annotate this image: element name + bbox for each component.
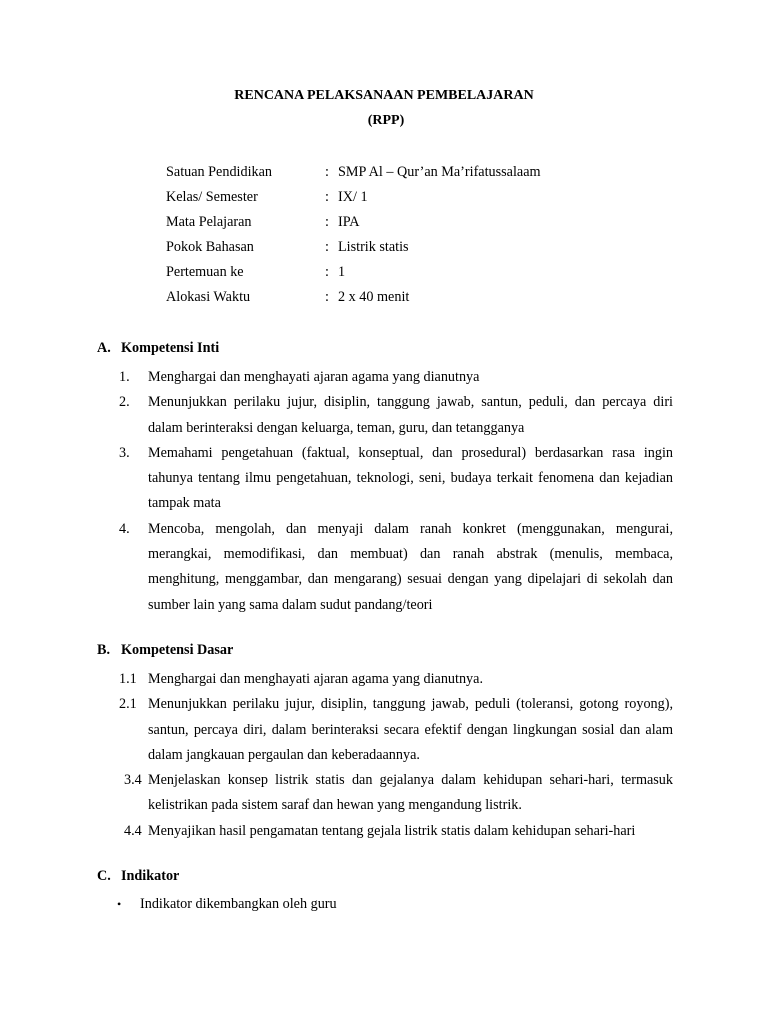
- list-item: [97, 819, 673, 844]
- section-title: Kompetensi Dasar: [121, 642, 234, 658]
- identity-value: SMP Al – Qur’an Ma’rifatussalaam: [338, 164, 541, 180]
- section-kompetensi-inti: [97, 340, 673, 618]
- section-heading: [97, 642, 673, 662]
- list-item: [97, 365, 673, 390]
- item-number: 2.1: [119, 696, 137, 713]
- identity-label: Mata Pelajaran: [166, 214, 252, 230]
- section-title: Indikator: [121, 868, 180, 884]
- item-text: Menunjukkan perilaku jujur, disiplin, tanggung jawab, peduli (toleransi, gotong royong), santun, percaya diri, dalam berinteraksi secara efektif dengan lingkungan sosial dan alam dalam jangkauan pergaulan dan keberadaannya.: [148, 696, 673, 763]
- identity-colon: :: [325, 189, 329, 205]
- list-item: [97, 894, 337, 914]
- identity-colon: :: [325, 214, 329, 230]
- section-title: Kompetensi Inti: [121, 340, 220, 356]
- competency-list: [97, 365, 673, 618]
- item-number: 3.4: [124, 772, 142, 789]
- section-letter: B.: [97, 642, 111, 658]
- item-number: 4.4: [124, 822, 142, 839]
- identity-value: Listrik statis: [338, 239, 409, 255]
- section-indikator: [97, 868, 337, 914]
- list-item: [97, 517, 673, 618]
- identity-label: Pokok Bahasan: [166, 239, 254, 255]
- list-item: [97, 692, 673, 768]
- item-text: Menghargai dan menghayati ajaran agama yang dianutnya.: [148, 671, 483, 687]
- list-item: [97, 667, 673, 692]
- section-letter: C.: [97, 868, 111, 884]
- item-number: 4.: [119, 520, 130, 537]
- section-kompetensi-dasar: [97, 642, 673, 844]
- identity-colon: :: [325, 239, 329, 255]
- identity-label: Satuan Pendidikan: [166, 164, 272, 180]
- bullet-icon: •: [117, 897, 122, 911]
- item-text: Mencoba, mengolah, dan menyaji dalam ranah konkret (menggunakan, mengurai, merangkai, memodifikasi, dan membuat) dan ranah abstrak (menulis, membaca, menghitung, menggambar, dan mengarang) sesuai dengan yang dipelajari di sekolah dan sumber lain yang sama dalam sudut pandang/teori: [148, 520, 673, 613]
- identity-colon: :: [325, 264, 329, 280]
- identity-colon: :: [325, 289, 329, 305]
- section-heading: [97, 340, 673, 360]
- competency-list: [97, 667, 673, 844]
- identity-label: Pertemuan ke: [166, 264, 244, 280]
- item-text: Menghargai dan menghayati ajaran agama yang dianutnya: [148, 369, 480, 385]
- list-item: [97, 768, 673, 819]
- item-number: 2.: [119, 394, 130, 411]
- identity-value: 1: [338, 264, 346, 280]
- identity-label: Kelas/ Semester: [166, 189, 258, 205]
- item-text: Menunjukkan perilaku jujur, disiplin, tanggung jawab, santun, peduli, dan percaya diri dalam berinteraksi dengan keluarga, teman, guru, dan tetangganya: [148, 394, 673, 436]
- identity-value: IX/ 1: [338, 189, 368, 205]
- identity-colon: :: [325, 164, 329, 180]
- identity-label: Alokasi Waktu: [166, 289, 251, 305]
- item-text: Memahami pengetahuan (faktual, konseptual, dan prosedural) berdasarkan rasa ingin tahunya tentang ilmu pengetahuan, teknologi, seni, budaya terkait fenomena dan kejadian tampak mata: [148, 444, 673, 512]
- item-number: 1.1: [119, 671, 137, 687]
- section-letter: A.: [97, 340, 111, 356]
- identity-value: 2 x 40 menit: [338, 289, 410, 305]
- document-subtitle: (RPP): [367, 113, 405, 128]
- item-text: Menjelaskan konsep listrik statis dan gejalanya dalam kehidupan sehari-hari, termasuk kelistrikan pada sistem saraf dan hewan yang mengandung listrik.: [148, 772, 673, 814]
- item-text: Menyajikan hasil pengamatan tentang gejala listrik statis dalam kehidupan sehari-hari: [148, 822, 636, 839]
- document-title: RENCANA PELAKSANAAN PEMBELAJARAN: [234, 88, 534, 103]
- item-number: 3.: [119, 444, 130, 461]
- identity-value: IPA: [338, 214, 360, 230]
- section-heading: [97, 868, 179, 888]
- item-number: 1.: [119, 369, 130, 385]
- list-item: [97, 390, 673, 441]
- item-text: Indikator dikembangkan oleh guru: [140, 896, 337, 912]
- list-item: [97, 441, 673, 517]
